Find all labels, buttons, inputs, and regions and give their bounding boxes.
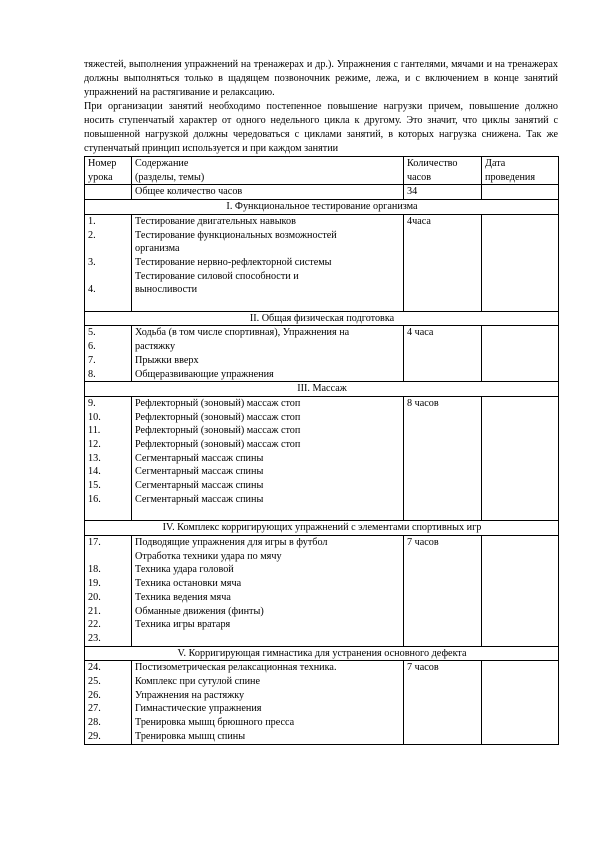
lesson-number: 13. [88,452,101,464]
lesson-number [88,550,129,564]
lesson-topic: Комплекс при сутулой спине [135,676,261,688]
lesson-numbers-cell [85,396,132,520]
lesson-topic: Сегментарный массаж спины [135,452,264,464]
lesson-number: 23. [88,632,101,644]
lesson-topic: Тренировка мышц спины [135,730,246,742]
intro-paragraph-1: тяжестей, выполнения упражнений на тренажерах и др.). Упражнения с гантелями, мячами и на тренажерах должны выполняться только в щадящем позвоночник режиме, лежа, и с включением в конце занятий упражнений на растягивание и релаксацию. [84,59,558,98]
header-hours: Количество часов [404,157,482,185]
section-hours: 8 часов [404,396,482,520]
section-title: III. Массаж [85,382,559,397]
lesson-topic: Обманные движения (финты) [135,605,264,617]
section-title-row [85,200,559,215]
lesson-topic: Сегментарный массаж спины [135,493,264,505]
section-title: II. Общая физическая подготовка [85,311,559,326]
lesson-topics-cell [132,535,404,646]
lesson-number: 21. [88,605,101,617]
document-page [84,58,558,745]
lesson-topic: Отработка техники удара по мячу [135,550,282,562]
lesson-topic: Техника ведения мяча [135,591,231,603]
lesson-number: 8. [88,368,96,380]
lesson-number [88,270,129,284]
section-body-row [85,214,559,311]
lesson-topic [135,632,401,646]
lesson-topic: Тестирование двигательных навыков [135,215,296,227]
lesson-topic: выносливости [135,284,198,296]
total-date-cell [482,185,559,200]
lesson-topics-cell [132,214,404,311]
lesson-topic: Постизометрическая релаксационная техника. [135,662,337,674]
lesson-topic: Сегментарный массаж спины [135,466,264,478]
lesson-number: 27. [88,703,101,715]
lesson-number: 22. [88,619,101,631]
lesson-number: 25. [88,676,101,688]
lesson-number: 1. [88,215,96,227]
header-lesson-number: Номер урока [85,157,132,185]
lesson-number: 28. [88,717,101,729]
lesson-topic: Техника удара головой [135,564,234,576]
lesson-topic: Тестирование силовой способности и [135,270,299,282]
lesson-numbers-cell [85,326,132,382]
lesson-topic: Техника игры вратаря [135,619,231,631]
lesson-number: 16. [88,493,101,505]
lesson-topics-cell [132,661,404,744]
lesson-number: 10. [88,411,101,423]
total-empty-cell [85,185,132,200]
lesson-topic: Общеразвивающие упражнения [135,368,274,380]
table-header-row [85,157,559,185]
lesson-topic: Рефлекторный (зоновый) массаж стоп [135,425,301,437]
lesson-number: 12. [88,439,101,451]
lesson-plan-table [84,156,559,745]
section-hours: 7 часов [404,661,482,744]
lesson-number: 26. [88,689,101,701]
lesson-topic: Тестирование функциональных возможностей [135,229,337,241]
section-date-cell [482,396,559,520]
lesson-number [88,242,129,256]
intro-paragraph-2: При организации занятий необходимо постепенное повышение нагрузки причем, повышение должно носить ступенчатый характер от одного недельного цикла к другому. Это значит, что циклы занятий с повышенной нагрузкой должны чередоваться с циклами занятий, в которых нагрузка снижена. Так же ступенчатый принцип используется и при каждом занятии [84,101,558,154]
lesson-number: 19. [88,578,101,590]
lesson-number: 11. [88,425,101,437]
lesson-topic: Подводящие упражнения для игры в футбол [135,536,328,548]
section-hours: 7 часов [404,535,482,646]
section-title: V. Корригирующая гимнастика для устранения основного дефекта [85,646,559,661]
lesson-topic: Тренировка мышц брюшного пресса [135,717,295,729]
section-body-row [85,396,559,520]
header-date: Дата проведения [482,157,559,185]
lesson-topic: Гимнастические упражнения [135,703,262,715]
lesson-number: 9. [88,397,96,409]
lesson-topic: Прыжки вверх [135,354,199,366]
lesson-topic: Ходьба (в том числе спортивная), Упражнения на [135,327,350,339]
total-hours-row [85,185,559,200]
lesson-topic: организма [135,243,180,255]
lesson-topic: Рефлекторный (зоновый) массаж стоп [135,411,301,423]
section-date-cell [482,535,559,646]
lesson-topic: Сегментарный массаж спины [135,480,264,492]
lesson-number: 3. [88,256,96,268]
lesson-number: 15. [88,480,101,492]
lesson-topic: растяжку [135,341,176,353]
section-title-row [85,646,559,661]
total-hours-label: Общее количество часов [132,185,404,200]
lesson-topic: Упражнения на растяжку [135,689,245,701]
lesson-numbers-cell [85,661,132,744]
lesson-topic: Тестирование нервно-рефлекторной системы [135,256,332,268]
section-date-cell [482,661,559,744]
lesson-topic: Техника остановки мяча [135,578,242,590]
section-title-row [85,382,559,397]
lesson-number: 20. [88,591,101,603]
lesson-number: 5. [88,327,96,339]
lesson-number: 14. [88,466,101,478]
section-hours: 4часа [404,214,482,311]
lesson-numbers-cell [85,535,132,646]
total-hours-value: 34 [404,185,482,200]
header-content: Содержание (разделы, темы) [132,157,404,185]
lesson-topics-cell [132,326,404,382]
lesson-number: 17. [88,536,101,548]
section-title: IV. Комплекс корригирующих упражнений с элементами спортивных игр [85,521,559,536]
lesson-number: 24. [88,662,101,674]
lesson-topic: Рефлекторный (зоновый) массаж стоп [135,439,301,451]
section-date-cell [482,326,559,382]
section-date-cell [482,214,559,311]
lesson-topics-cell [132,396,404,520]
section-body-row [85,326,559,382]
lesson-number: 18. [88,564,101,576]
section-title-row [85,311,559,326]
section-hours: 4 часа [404,326,482,382]
section-body-row [85,661,559,744]
lesson-number: 6. [88,341,96,353]
lesson-number: 29. [88,730,101,742]
lesson-topic: Рефлекторный (зоновый) массаж стоп [135,397,301,409]
section-title: I. Функциональное тестирование организма [85,200,559,215]
section-title-row [85,521,559,536]
lesson-number: 4. [88,284,96,296]
section-body-row [85,535,559,646]
lesson-number: 7. [88,354,96,366]
lesson-number: 2. [88,229,96,241]
lesson-numbers-cell [85,214,132,311]
